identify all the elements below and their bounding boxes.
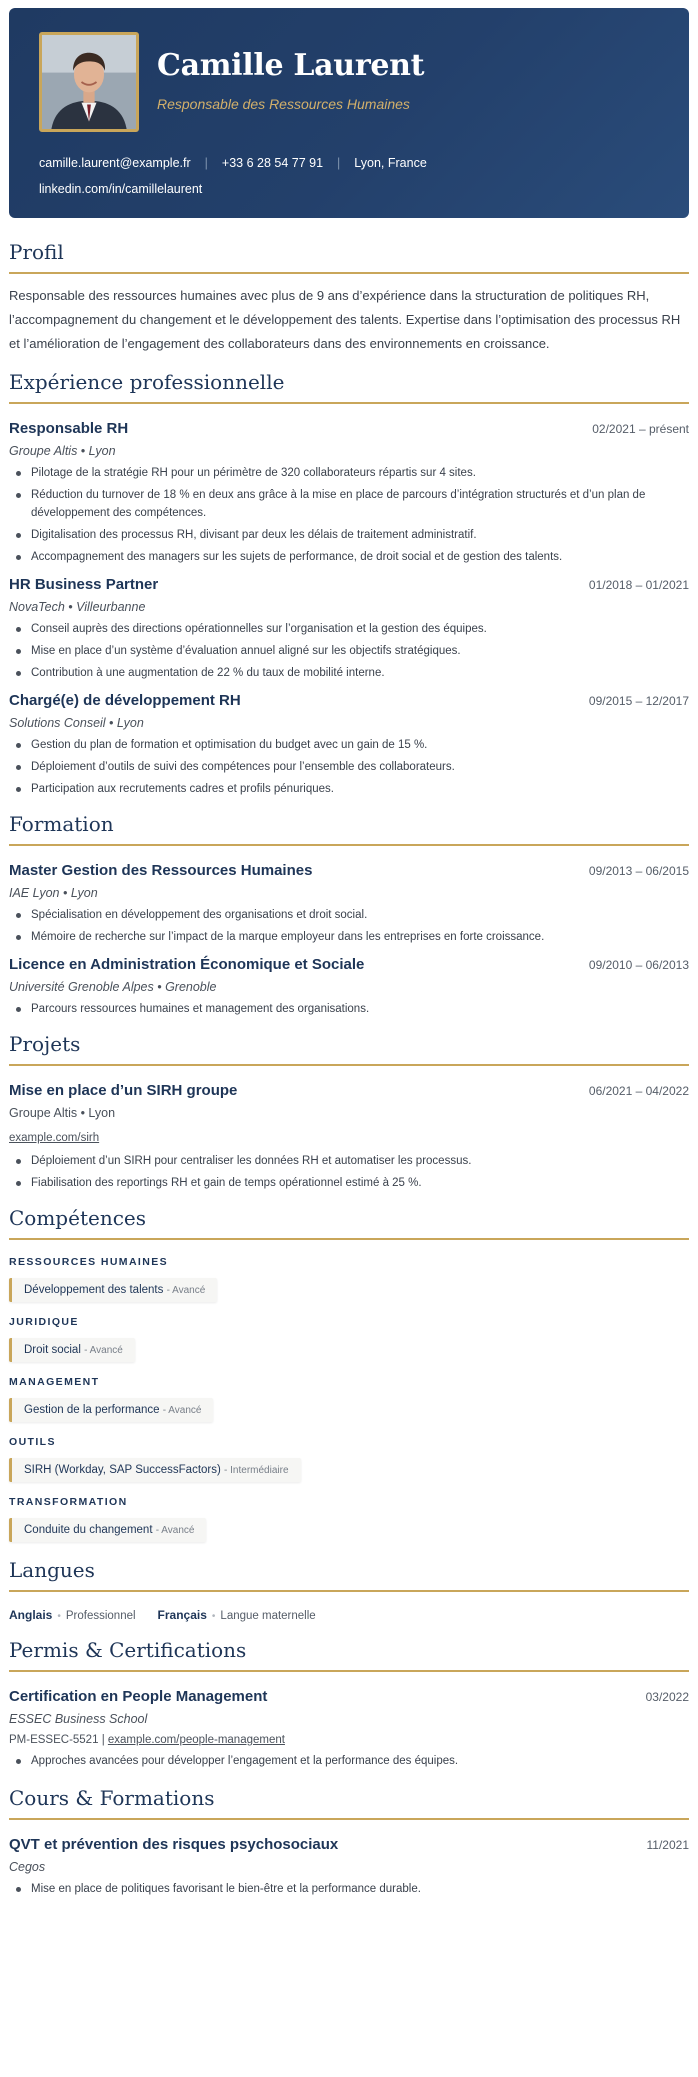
skill-level: - Avancé [155,1525,195,1536]
skill-name: Conduite du changement [24,1524,153,1536]
resume-header [9,8,689,218]
language-level: Professionnel [65,1610,136,1622]
course-bullets [9,1880,689,1898]
bullet-item: Contribution à une augmentation de 22 % du taux de mobilité interne. [9,664,689,682]
skill-group [9,1436,689,1482]
section-title-skills: Compétences [9,1206,689,1240]
languages-section [9,1558,689,1622]
school: IAE Lyon • Lyon [9,886,98,900]
profile-photo-icon [42,35,136,129]
separator: | [204,156,208,170]
section-title-certifications: Permis & Certifications [9,1638,689,1672]
certification-id: PM-ESSEC-5521 [9,1734,99,1746]
job-title: Responsable RH [9,420,129,437]
course-title: QVT et prévention des risques psychosociaux [9,1836,339,1853]
job-title: Chargé(e) de développement RH [9,692,241,709]
bullet-item: Déploiement d’outils de suivi des compétences pour l’ensemble des collaborateurs. [9,758,689,776]
project-title: Mise en place d’un SIRH groupe [9,1082,238,1099]
job-dates: 01/2018 – 01/2021 [588,578,689,592]
degree-dates: 09/2010 – 06/2013 [588,958,689,972]
skill-level: - Avancé [166,1285,206,1296]
courses-section [9,1786,689,1898]
employer: Solutions Conseil • Lyon [9,716,144,730]
skill-level: - Intermédiaire [224,1465,289,1476]
bullet-item: Mise en place de politiques favorisant le bien-être et la performance durable. [9,1880,689,1898]
bullet-item: Mise en place d’un système d’évaluation annuel aligné sur les objectifs stratégiques. [9,642,689,660]
job-title: HR Business Partner [9,576,159,593]
skill-group [9,1316,689,1362]
job-bullets [9,620,689,682]
project-bullets [9,1152,689,1192]
language-name: Français [157,1608,207,1622]
separator: • [211,1611,216,1622]
education-section [9,812,689,1018]
job-bullets [9,736,689,798]
certification-bullets [9,1752,689,1770]
language-level: Langue maternelle [220,1610,316,1622]
bullet-item: Participation aux recrutements cadres et profils pénuriques. [9,780,689,798]
degree-bullets [9,906,689,946]
skill-category: RESSOURCES HUMAINES [9,1256,169,1268]
language-name: Anglais [9,1608,53,1622]
skill-name: Droit social [24,1344,81,1356]
skill-group [9,1256,689,1302]
bullet-item: Conseil auprès des directions opérationnelles sur l’organisation et la gestion des équipes. [9,620,689,638]
skill-name: Gestion de la performance [24,1404,160,1416]
skill-name: SIRH (Workday, SAP SuccessFactors) [24,1464,221,1476]
bullet-item: Spécialisation en développement des organisations et droit social. [9,906,689,924]
project-link[interactable]: example.com/sirh [9,1132,100,1144]
skill-name: Développement des talents [24,1284,164,1296]
certification-issuer: ESSEC Business School [9,1712,148,1726]
separator: | [101,1734,108,1746]
school: Université Grenoble Alpes • Grenoble [9,980,217,994]
experience-entry [9,420,689,566]
section-title-experience: Expérience professionnelle [9,370,689,404]
bullet-item: Mémoire de recherche sur l’impact de la marque employeur dans les entreprises en forte croissance. [9,928,689,946]
bullet-item: Approches avancées pour développer l’engagement et la performance des équipes. [9,1752,689,1770]
degree-dates: 09/2013 – 06/2015 [588,864,689,878]
section-title-courses: Cours & Formations [9,1786,689,1820]
language-list [9,1608,689,1622]
experience-entry [9,576,689,682]
linkedin-link[interactable]: linkedin.com/in/camillelaurent [39,182,203,196]
course-provider: Cegos [9,1860,46,1874]
course-entry [9,1836,689,1898]
bullet-item: Gestion du plan de formation et optimisation du budget avec un gain de 15 %. [9,736,689,754]
certification-link[interactable]: example.com/people-management [107,1734,285,1746]
profile-section [9,240,689,356]
skill-chip [9,1458,301,1482]
course-date: 11/2021 [646,1838,689,1852]
skill-chip [9,1518,206,1542]
certification-entry [9,1688,689,1770]
certifications-section [9,1638,689,1770]
projects-section [9,1032,689,1192]
candidate-name: Camille Laurent [157,48,425,83]
skill-group [9,1376,689,1422]
bullet-item: Réduction du turnover de 18 % en deux ans grâce à la mise en place de parcours d’intégration structurés et d’un plan de développement des compétences. [9,486,689,522]
bullet-item: Digitalisation des processus RH, divisant par deux les délais de traitement administratif. [9,526,689,544]
section-title-education: Formation [9,812,689,846]
candidate-title: Responsable des Ressources Humaines [157,96,410,112]
experience-section [9,370,689,798]
skill-category: OUTILS [9,1436,56,1448]
skill-group [9,1496,689,1542]
employer: Groupe Altis • Lyon [9,444,116,458]
bullet-item: Accompagnement des managers sur les sujets de performance, de droit social et de gestion des talents. [9,548,689,566]
education-entry [9,862,689,946]
job-dates: 02/2021 – présent [592,422,689,436]
employer: NovaTech • Villeurbanne [9,600,146,614]
skill-category: JURIDIQUE [9,1316,79,1328]
certification-title: Certification en People Management [9,1688,268,1705]
project-org: Groupe Altis • Lyon [9,1106,116,1120]
separator: | [337,156,341,170]
email-link[interactable]: camille.laurent@example.fr [39,156,191,170]
skill-category: MANAGEMENT [9,1376,100,1388]
experience-entry [9,692,689,798]
education-entry [9,956,689,1018]
bullet-item: Parcours ressources humaines et management des organisations. [9,1000,689,1018]
project-dates: 06/2021 – 04/2022 [588,1084,689,1098]
section-title-profile: Profil [9,240,689,274]
project-entry [9,1082,689,1192]
degree-title: Licence en Administration Économique et Sociale [9,956,365,973]
section-title-projects: Projets [9,1032,689,1066]
skill-chip [9,1338,135,1362]
skill-level: - Avancé [162,1405,202,1416]
skill-category: TRANSFORMATION [9,1496,128,1508]
phone-number[interactable]: +33 6 28 54 77 91 [221,156,324,170]
section-title-languages: Langues [9,1558,689,1592]
bullet-item: Fiabilisation des reportings RH et gain de temps opérationnel estimé à 25 %. [9,1174,689,1192]
skills-section [9,1206,689,1542]
bullet-item: Déploiement d’un SIRH pour centraliser les données RH et automatiser les processus. [9,1152,689,1170]
profile-summary: Responsable des ressources humaines avec plus de 9 ans d’expérience dans la structuration de politiques RH, l’accompagnement du changement et le développement des talents. Expertise dans l’optimisation des processus RH et l’amélioration de l’engagement des collaborateurs dans des environnements en croissance. [9,288,681,351]
separator: • [57,1611,61,1622]
job-dates: 09/2015 – 12/2017 [588,694,689,708]
contact-line [39,156,427,170]
degree-bullets [9,1000,689,1018]
skill-level: - Avancé [84,1345,123,1356]
location: Lyon, France [354,156,427,170]
skill-chip [9,1398,213,1422]
avatar [39,32,139,132]
bullet-item: Pilotage de la stratégie RH pour un périmètre de 320 collaborateurs répartis sur 4 sites. [9,464,689,482]
degree-title: Master Gestion des Ressources Humaines [9,862,313,879]
certification-date: 03/2022 [645,1690,689,1704]
skill-chip [9,1278,217,1302]
job-bullets [9,464,689,566]
